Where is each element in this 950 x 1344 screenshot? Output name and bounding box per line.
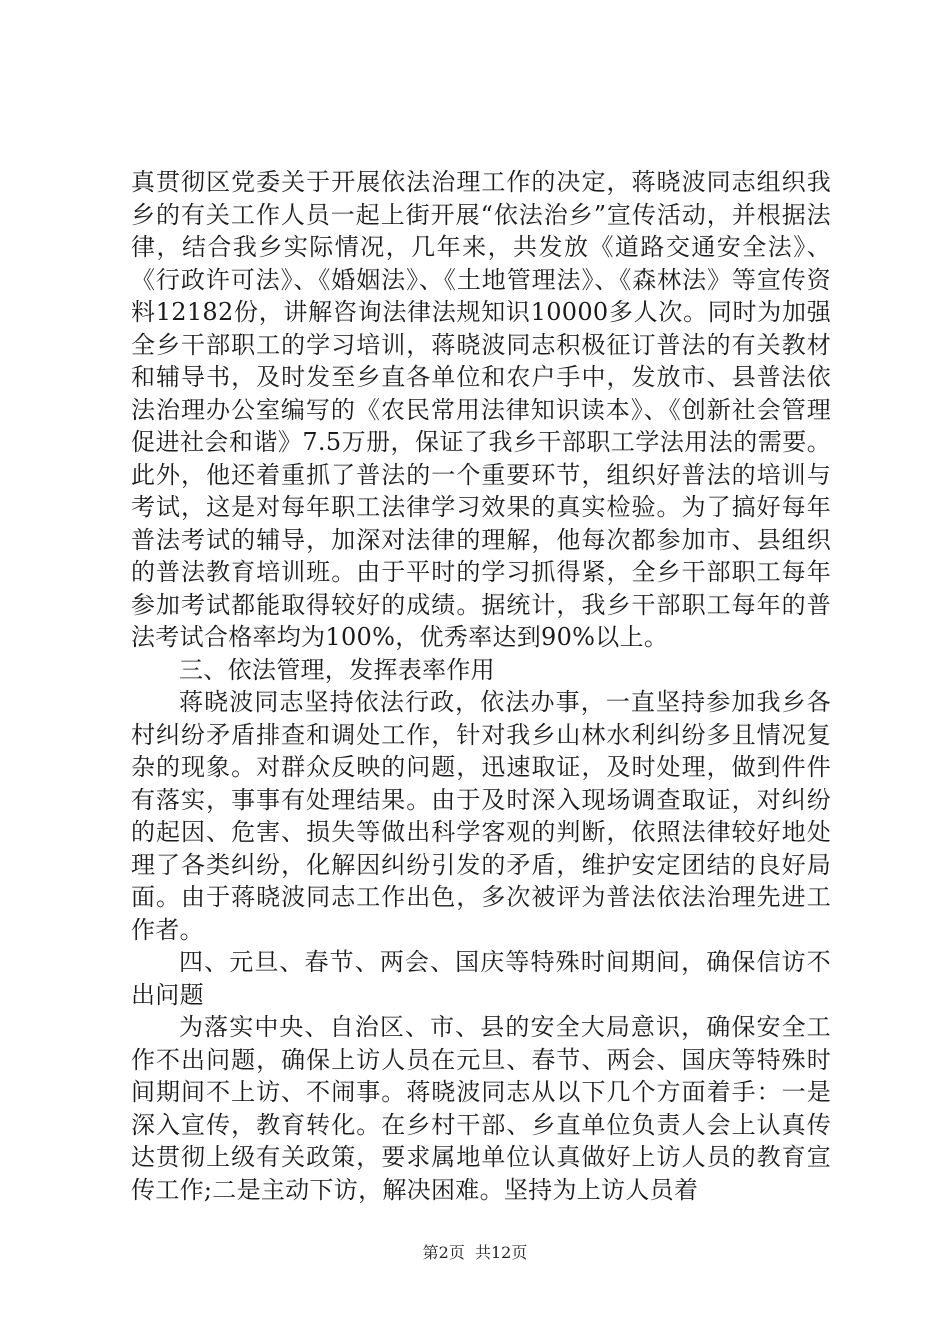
page-number-label: 第2页 共12页 <box>422 1243 528 1262</box>
page-footer <box>0 1243 950 1263</box>
section-heading: 三、依法管理，发挥表率作用 <box>179 655 495 684</box>
paragraph: 真贯彻区党委关于开展依法治理工作的决定，蒋晓波同志组织我乡的有关工作人员一起上街开展“依法治乡”宣传活动，并根据法律，结合我乡实际情况，几年来，共发放《道路交通安全法》、《行政许可法》、《婚姻法》、《土地管理法》、《森林法》等宣传资料12182份，讲解咨询法律法规知识10000多人次。同时为加强全乡干部职工的学习培训，蒋晓波同志积极征订普法的有关教材和辅导书，及时发至乡直各单位和农户手中，发放市、县普法依法治理办公室编写的《农民常用法律知识读本》、《创新社会管理促进社会和谐》7.5万册，保证了我乡干部职工学法用法的需要。此外，他还着重抓了普法的一个重要环节，组织好普法的培训与考试，这是对每年职工法律学习效果的真实检验。为了搞好每年普法考试的辅导，加深对法律的理解，他每次都参加市、县组织的普法教育培训班。由于平时的学习抓得紧，全乡干部职工每年参加考试都能取得较好的成绩。据统计，我乡干部职工每年的普法考试合格率均为100%，优秀率达到90%以上。 <box>131 168 831 651</box>
paragraph: 蒋晓波同志坚持依法行政，依法办事，一直坚持参加我乡各村纠纷矛盾排查和调处工作，针对我乡山林水利纠纷多且情况复杂的现象。对群众反映的问题，迅速取证，及时处理，做到件件有落实，事事有处理结果。由于及时深入现场调查取证，对纠纷的起因、危害、损失等做出科学客观的判断，依照法律较好地处理了各类纠纷，化解因纠纷引发的矛盾，维护安定团结的良好局面。由于蒋晓波同志工作出色，多次被评为普法依法治理先进工作者。 <box>131 688 831 944</box>
paragraph: 为落实中央、自治区、市、县的安全大局意识，确保安全工作不出问题，确保上访人员在元旦、春节、两会、国庆等特殊时间期间不上访、不闹事。蒋晓波同志从以下几个方面着手：一是深入宣传，教育转化。在乡村干部、乡直单位负责人会上认真传达贯彻上级有关政策，要求属地单位认真做好上访人员的教育宣传工作;二是主动下访，解决困难。坚持为上访人员着 <box>131 1013 831 1204</box>
section-heading: 四、元旦、春节、两会、国庆等特殊时间期间，确保信访不出问题 <box>131 948 831 1009</box>
document-body <box>131 166 831 1206</box>
